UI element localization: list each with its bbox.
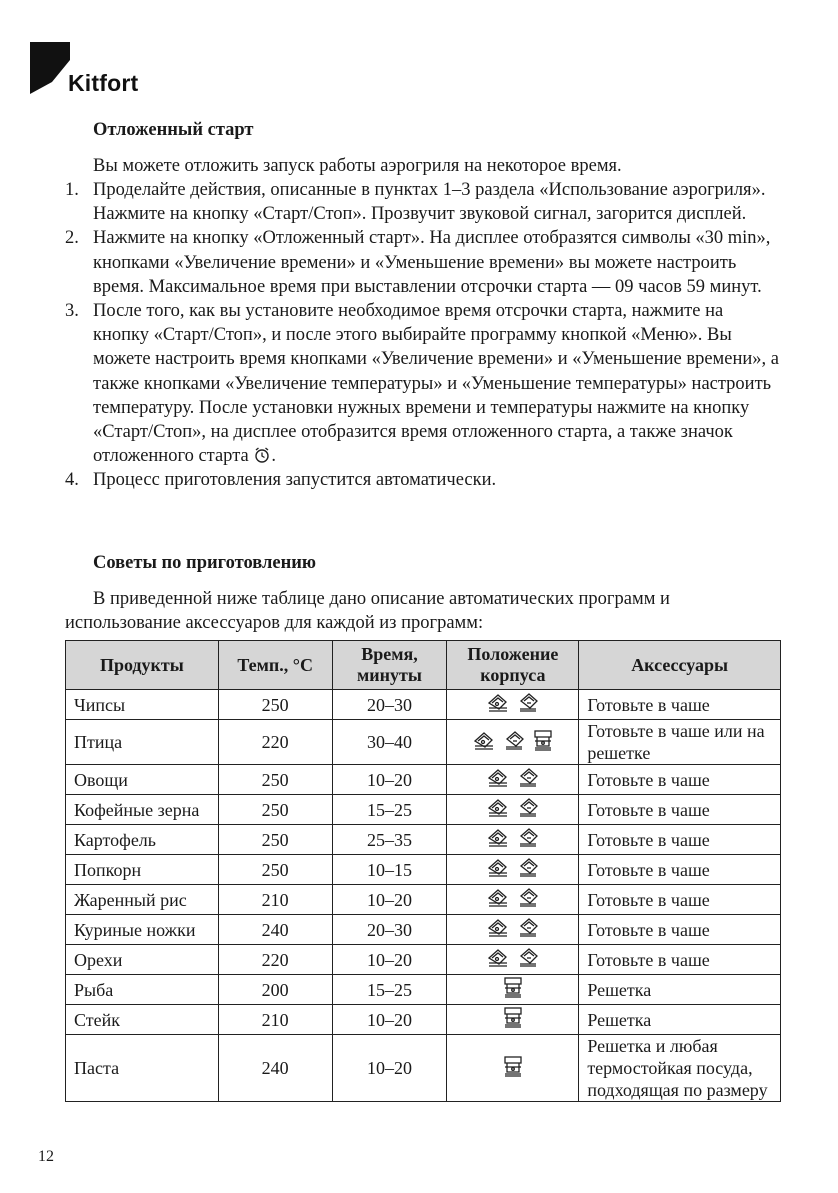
table-row <box>66 945 781 975</box>
time-cell: 20–30 <box>332 690 447 720</box>
step-text: Нажмите на кнопку «Отложенный старт». На дисплее отобразятся символы «30 min», кнопками «Увеличение времени» и «Уменьшение времени» вы можете настроить время. Максимальное время при выставлении отсрочки старта — 09 часов 59 минут. <box>93 228 771 297</box>
position-cell <box>447 795 579 825</box>
position-tilted-open-icon <box>502 729 526 756</box>
product-cell: Птица <box>66 720 219 765</box>
step-text: Процесс приготовления запустится автоматически. <box>93 470 497 491</box>
temperature-cell: 250 <box>218 690 332 720</box>
temperature-cell: 200 <box>218 975 332 1005</box>
table-row <box>66 885 781 915</box>
product-cell: Куриные ножки <box>66 915 219 945</box>
header-products: Продукты <box>66 641 219 690</box>
position-tilted-open-icon <box>516 766 540 793</box>
product-cell: Чипсы <box>66 690 219 720</box>
time-cell: 10–20 <box>332 1035 447 1102</box>
temperature-cell: 250 <box>218 765 332 795</box>
position-tilted-icon <box>486 946 510 973</box>
header-accessories: Аксессуары <box>579 641 781 690</box>
programs-table <box>65 640 781 1102</box>
table-row <box>66 855 781 885</box>
table-row <box>66 1005 781 1035</box>
position-tilted-icon <box>486 856 510 883</box>
time-cell: 15–25 <box>332 975 447 1005</box>
temperature-cell: 240 <box>218 915 332 945</box>
time-cell: 15–25 <box>332 795 447 825</box>
intro-text: Вы можете отложить запуск работы аэрогриля на некоторое время. <box>93 156 622 176</box>
position-cell <box>447 885 579 915</box>
header-position: Положение корпуса <box>447 641 579 690</box>
product-cell: Орехи <box>66 945 219 975</box>
step-end: . <box>271 446 276 467</box>
delayed-start-intro <box>65 154 780 178</box>
time-cell: 20–30 <box>332 915 447 945</box>
position-cell <box>447 825 579 855</box>
accessory-cell: Решетка и любая термостойкая посуда, подходящая по размеру <box>579 1035 781 1102</box>
accessory-cell: Решетка <box>579 1005 781 1035</box>
position-tilted-icon <box>486 691 510 718</box>
position-cell <box>447 975 579 1005</box>
time-cell: 10–20 <box>332 885 447 915</box>
kitfort-logo-icon <box>30 42 70 94</box>
time-cell: 10–20 <box>332 765 447 795</box>
position-tilted-icon <box>486 766 510 793</box>
temperature-cell: 210 <box>218 885 332 915</box>
step-item <box>65 299 780 468</box>
brand-logo <box>30 42 150 102</box>
accessory-cell: Готовьте в чаше <box>579 765 781 795</box>
table-row <box>66 795 781 825</box>
position-cell <box>447 1005 579 1035</box>
position-flat-icon <box>502 976 524 1003</box>
position-cell <box>447 690 579 720</box>
accessory-cell: Готовьте в чаше <box>579 690 781 720</box>
header-temp: Темп., °С <box>218 641 332 690</box>
table-row <box>66 720 781 765</box>
time-cell: 30–40 <box>332 720 447 765</box>
product-cell: Жаренный рис <box>66 885 219 915</box>
product-cell: Попкорн <box>66 855 219 885</box>
table-row <box>66 1035 781 1102</box>
position-tilted-icon <box>486 796 510 823</box>
position-tilted-open-icon <box>516 856 540 883</box>
product-cell: Паста <box>66 1035 219 1102</box>
position-flat-icon <box>502 1006 524 1033</box>
page-number: 12 <box>38 1148 54 1165</box>
accessory-cell: Готовьте в чаше <box>579 945 781 975</box>
step-number: 1. <box>65 180 79 200</box>
temperature-cell: 210 <box>218 1005 332 1035</box>
product-cell: Кофейные зерна <box>66 795 219 825</box>
alarm-clock-icon <box>253 446 271 464</box>
step-item <box>65 226 780 299</box>
position-flat-icon <box>502 1055 524 1082</box>
product-cell: Картофель <box>66 825 219 855</box>
step-number: 3. <box>65 301 79 322</box>
steps-list <box>65 178 780 493</box>
position-cell <box>447 915 579 945</box>
position-tilted-open-icon <box>516 691 540 718</box>
position-tilted-open-icon <box>516 946 540 973</box>
time-cell: 25–35 <box>332 825 447 855</box>
position-cell <box>447 1035 579 1102</box>
product-cell: Овощи <box>66 765 219 795</box>
table-body <box>66 690 781 1102</box>
section-title-delayed-start: Отложенный старт <box>93 120 254 140</box>
accessory-cell: Готовьте в чаше <box>579 855 781 885</box>
product-cell: Рыба <box>66 975 219 1005</box>
temperature-cell: 220 <box>218 720 332 765</box>
table-row <box>66 975 781 1005</box>
position-flat-icon <box>532 729 554 756</box>
section-title-cooking-tips: Советы по приготовлению <box>93 553 317 573</box>
table-row <box>66 765 781 795</box>
temperature-cell: 240 <box>218 1035 332 1102</box>
position-cell <box>447 720 579 765</box>
time-cell: 10–20 <box>332 1005 447 1035</box>
position-cell <box>447 855 579 885</box>
temperature-cell: 250 <box>218 825 332 855</box>
step-number: 2. <box>65 228 79 249</box>
position-tilted-open-icon <box>516 916 540 943</box>
time-cell: 10–15 <box>332 855 447 885</box>
position-tilted-icon <box>486 886 510 913</box>
accessory-cell: Готовьте в чаше <box>579 885 781 915</box>
position-tilted-open-icon <box>516 886 540 913</box>
cooking-tips-intro <box>65 587 780 635</box>
temperature-cell: 250 <box>218 855 332 885</box>
table-header-row <box>66 641 781 690</box>
accessory-cell: Готовьте в чаше <box>579 795 781 825</box>
temperature-cell: 250 <box>218 795 332 825</box>
table-row <box>66 915 781 945</box>
step-number: 4. <box>65 470 79 491</box>
header-time: Время, минуты <box>332 641 447 690</box>
position-tilted-icon <box>472 729 496 756</box>
table-row <box>66 690 781 720</box>
position-cell <box>447 765 579 795</box>
time-cell: 10–20 <box>332 945 447 975</box>
position-tilted-open-icon <box>516 796 540 823</box>
brand-name: Kitfort <box>68 70 139 96</box>
position-tilted-open-icon <box>516 826 540 853</box>
step-item <box>65 178 780 226</box>
table-row <box>66 825 781 855</box>
step-item <box>65 468 780 492</box>
position-cell <box>447 945 579 975</box>
step-text: После того, как вы установите необходимое время отсрочки старта, нажмите на кнопку «Старт/Стоп», и после этого выбирайте программу кнопкой «Меню». Вы можете настроить время кнопками «Увеличение времени» и «Уменьшение времени», а также кнопками «Увеличение температуры» и «Уменьшение температуры» настроить температуру. После установки нужных времени и температуры нажмите на кнопку «Старт/Стоп», на дисплее отобразится время отложенного старта, а также значок отложенного старта <box>93 301 779 467</box>
accessory-cell: Решетка <box>579 975 781 1005</box>
step-text: Проделайте действия, описанные в пунктах 1–3 раздела «Использование аэрогриля». Нажмите на кнопку «Старт/Стоп». Прозвучит звуковой сигнал, загорится дисплей. <box>93 180 766 225</box>
accessory-cell: Готовьте в чаше <box>579 825 781 855</box>
product-cell: Стейк <box>66 1005 219 1035</box>
position-tilted-icon <box>486 826 510 853</box>
temperature-cell: 220 <box>218 945 332 975</box>
accessory-cell: Готовьте в чаше или на решетке <box>579 720 781 765</box>
intro-text: В приведенной ниже таблице дано описание автоматических программ и использование аксессуаров для каждой из программ: <box>65 589 670 634</box>
accessory-cell: Готовьте в чаше <box>579 915 781 945</box>
position-tilted-icon <box>486 916 510 943</box>
